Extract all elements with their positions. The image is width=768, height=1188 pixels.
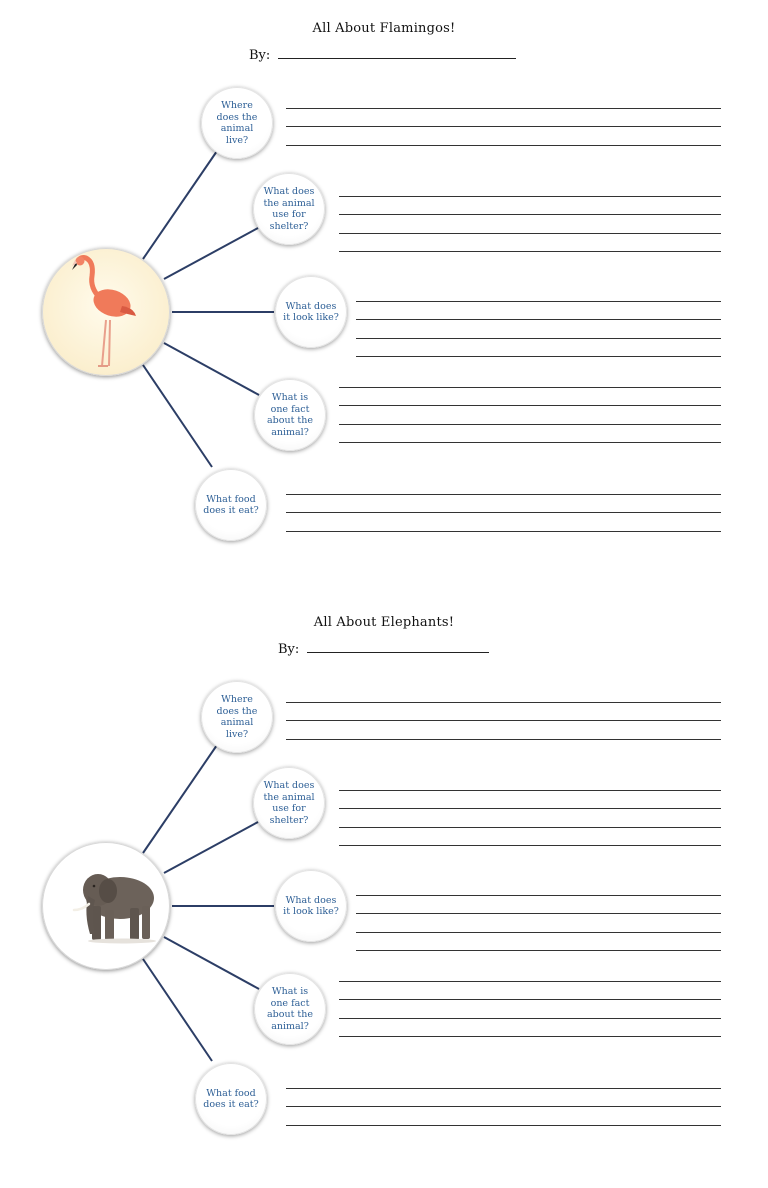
answer-lines-fact[interactable] — [339, 963, 721, 1037]
answer-line[interactable] — [286, 1089, 721, 1108]
answer-line[interactable] — [339, 1000, 721, 1019]
answer-line[interactable] — [286, 684, 721, 703]
answer-lines-fact[interactable] — [339, 369, 721, 443]
answer-line[interactable] — [356, 283, 721, 302]
answer-line[interactable] — [339, 369, 721, 388]
answer-lines-appearance[interactable] — [356, 283, 721, 357]
flamingo-image — [42, 248, 170, 376]
answer-lines-food[interactable] — [286, 476, 721, 532]
by-label: By: — [278, 642, 300, 657]
answer-line[interactable] — [339, 963, 721, 982]
by-label: By: — [249, 48, 271, 63]
answer-line[interactable] — [339, 772, 721, 791]
elephant-image — [42, 842, 170, 970]
question-bubble-food: What food does it eat? — [195, 469, 267, 541]
question-bubble-appearance: What does it look like? — [275, 276, 347, 348]
answer-line[interactable] — [356, 302, 721, 321]
answer-line[interactable] — [339, 197, 721, 216]
answer-lines-habitat[interactable] — [286, 90, 721, 146]
answer-line[interactable] — [286, 109, 721, 128]
answer-line[interactable] — [286, 495, 721, 514]
worksheet-elephants — [0, 594, 768, 1188]
answer-line[interactable] — [356, 339, 721, 358]
question-bubble-habitat: Where does the animal live? — [201, 87, 273, 159]
answer-lines-habitat[interactable] — [286, 684, 721, 740]
answer-line[interactable] — [339, 178, 721, 197]
answer-line[interactable] — [286, 90, 721, 109]
question-bubble-shelter: What does the animal use for shelter? — [253, 173, 325, 245]
question-bubble-fact: What is one fact about the animal? — [254, 973, 326, 1045]
question-bubble-habitat: Where does the animal live? — [201, 681, 273, 753]
answer-line[interactable] — [286, 513, 721, 532]
answer-lines-shelter[interactable] — [339, 772, 721, 846]
answer-line[interactable] — [356, 914, 721, 933]
answer-line[interactable] — [339, 406, 721, 425]
answer-line[interactable] — [339, 982, 721, 1001]
answer-line[interactable] — [356, 896, 721, 915]
answer-lines-food[interactable] — [286, 1070, 721, 1126]
flamingo-icon — [42, 248, 170, 376]
answer-lines-appearance[interactable] — [356, 877, 721, 951]
answer-line[interactable] — [339, 791, 721, 810]
question-bubble-food: What food does it eat? — [195, 1063, 267, 1135]
answer-line[interactable] — [356, 877, 721, 896]
answer-lines-shelter[interactable] — [339, 178, 721, 252]
answer-line[interactable] — [286, 703, 721, 722]
answer-line[interactable] — [286, 1070, 721, 1089]
answer-line[interactable] — [339, 1019, 721, 1038]
answer-line[interactable] — [339, 215, 721, 234]
question-bubble-fact: What is one fact about the animal? — [254, 379, 326, 451]
answer-line[interactable] — [356, 320, 721, 339]
worksheet-title: All About Elephants! — [313, 615, 455, 630]
answer-line[interactable] — [339, 809, 721, 828]
answer-line[interactable] — [339, 388, 721, 407]
answer-line[interactable] — [339, 425, 721, 444]
elephant-icon — [42, 842, 170, 970]
question-bubble-appearance: What does it look like? — [275, 870, 347, 942]
answer-line[interactable] — [339, 828, 721, 847]
answer-line[interactable] — [286, 1107, 721, 1126]
worksheet-title: All About Flamingos! — [312, 21, 456, 36]
answer-line[interactable] — [339, 234, 721, 253]
answer-line[interactable] — [286, 721, 721, 740]
question-bubble-shelter: What does the animal use for shelter? — [253, 767, 325, 839]
answer-line[interactable] — [286, 476, 721, 495]
answer-line[interactable] — [286, 127, 721, 146]
answer-line[interactable] — [356, 933, 721, 952]
